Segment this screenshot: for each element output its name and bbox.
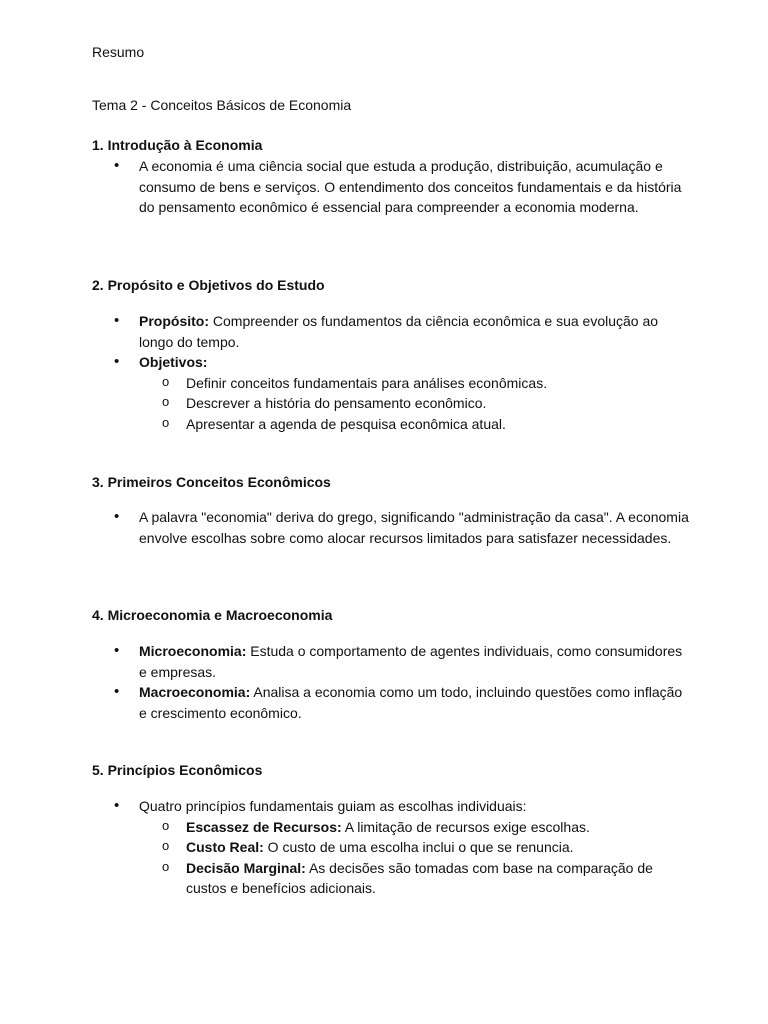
sub-item: o Definir conceitos fundamentais para análises econômicas.: [92, 373, 692, 394]
bullet-label: Macroeconomia:: [139, 684, 251, 700]
section-3-content: [92, 507, 692, 548]
bullet-item: [92, 641, 692, 682]
sub-item: [92, 817, 692, 838]
bullet-item: • A economia é uma ciência social que estuda a produção, distribuição, acumulação e consumo de bens e serviços. O entendimento dos conceitos fundamentais e da história do pensamento econômico é essencial para compreender a economia moderna.: [92, 156, 692, 218]
bullet-text: Estuda o comportamento de agentes individuais, como consumidores e empresas.: [139, 643, 683, 680]
bullet-text: Compreender os fundamentos da ciência econômica e sua evolução ao longo do tempo.: [139, 313, 659, 350]
sub-item-text: As decisões são tomadas com base na comparação de custos e benefícios adicionais.: [186, 859, 653, 896]
section-heading-2: 2. Propósito e Objetivos do Estudo: [92, 277, 325, 293]
bullet-label: Objetivos:: [139, 354, 208, 370]
sub-item-label: Custo Real:: [186, 839, 264, 855]
bullet-item: [92, 352, 692, 434]
sub-item: o Descrever a história do pensamento econômico.: [92, 393, 692, 414]
sub-item-label: Escassez de Recursos:: [186, 818, 342, 835]
section-heading-3: 3. Primeiros Conceitos Econômicos: [92, 474, 331, 490]
document-label: Resumo: [92, 44, 145, 60]
sub-item-label: Decisão Marginal:: [186, 859, 306, 876]
document-title: Tema 2 - Conceitos Básicos de Economia: [92, 97, 352, 113]
sub-item: [92, 837, 692, 858]
bullet-item: • A palavra "economia" deriva do grego, significando "administração da casa". A economia envolve escolhas sobre como alocar recursos limitados para satisfazer necessidades.: [92, 507, 692, 548]
bullet-text: Analisa a economia como um todo, incluindo questões como inflação e crescimento econômico.: [139, 684, 683, 721]
section-heading-5: 5. Princípios Econômicos: [92, 762, 263, 778]
section-2-content: [92, 311, 692, 434]
bullet-item: [92, 682, 692, 723]
sub-item-text: A limitação de recursos exige escolhas.: [341, 818, 590, 835]
section-1-content: [92, 156, 692, 218]
section-heading-4: 4. Microeconomia e Macroeconomia: [92, 607, 333, 623]
sub-item: [92, 858, 692, 899]
bullet-label: Microeconomia:: [139, 643, 247, 659]
section-heading-1: 1. Introdução à Economia: [92, 137, 263, 153]
bullet-text: Quatro princípios fundamentais guiam as escolhas individuais:: [139, 798, 527, 814]
section-4-content: [92, 641, 692, 723]
bullet-label: Propósito:: [139, 313, 209, 329]
sub-item: o Apresentar a agenda de pesquisa econômica atual.: [92, 414, 692, 435]
sub-item-text: O custo de uma escolha inclui o que se renuncia.: [263, 839, 574, 855]
section-5-content: [92, 796, 692, 899]
bullet-item: [92, 796, 692, 899]
bullet-item: [92, 311, 692, 352]
